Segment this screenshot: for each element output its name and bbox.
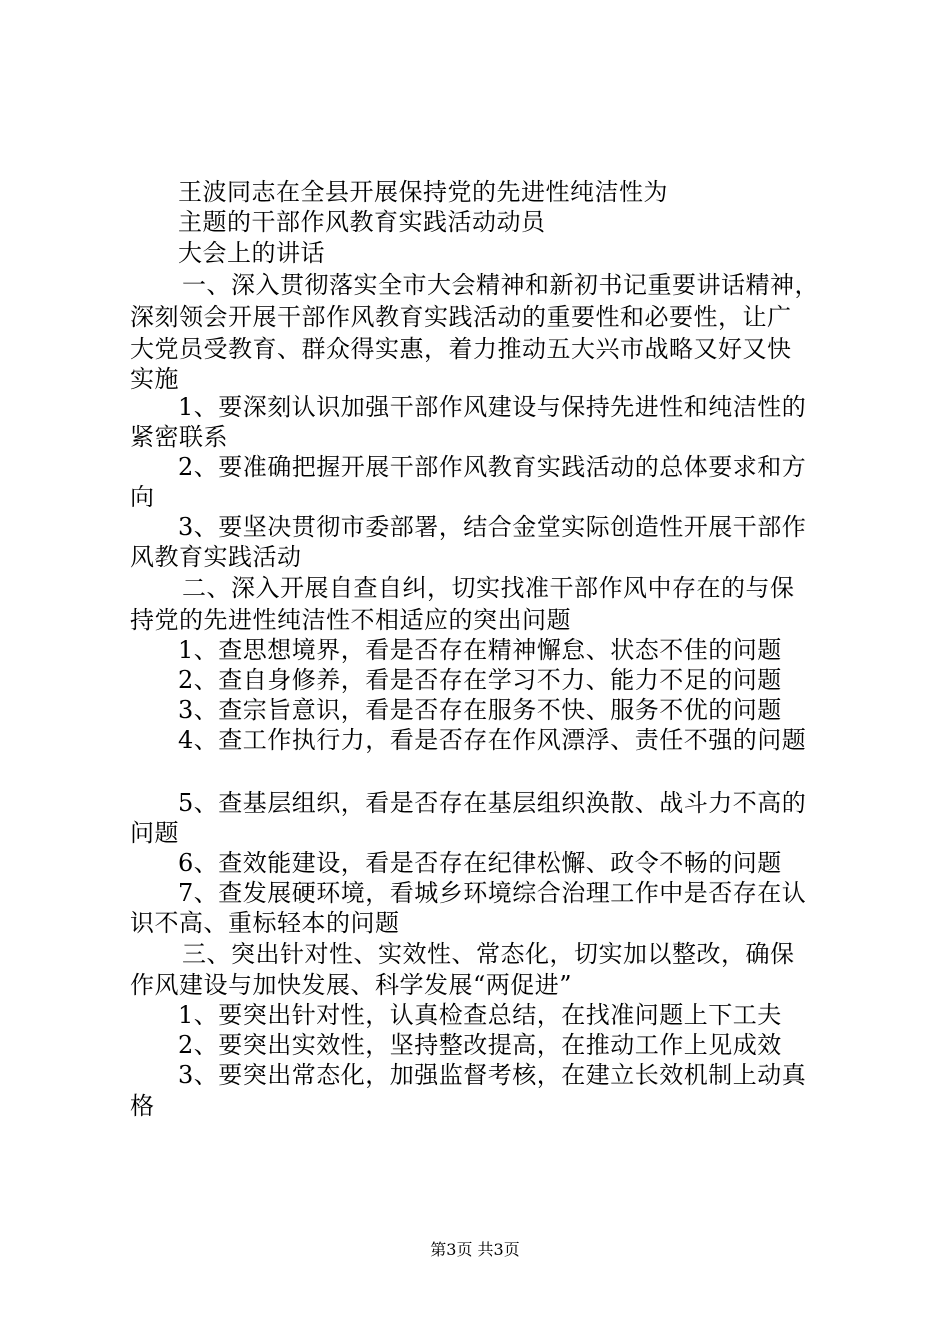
title-line-1: 王波同志在全县开展保持党的先进性纯洁性为 (178, 178, 668, 206)
item-1-3-line-1: 3、要坚决贯彻市委部署，结合金堂实际创造性开展干部作 (178, 513, 807, 541)
item-1-2-line-2: 向 (130, 483, 155, 511)
item-3-3-line-2: 格 (130, 1092, 155, 1120)
item-2-4: 4、查工作执行力，看是否存在作风漂浮、责任不强的问题 (178, 726, 807, 754)
item-2-7-line-2: 识不高、重标轻本的问题 (130, 909, 400, 937)
item-2-5-line-1: 5、查基层组织，看是否存在基层组织涣散、战斗力不高的 (178, 789, 807, 817)
section-heading-2-line-1: 二、深入开展自查自纠，切实找准干部作风中存在的与保 (182, 574, 795, 602)
item-3-2: 2、要突出实效性，坚持整改提高，在推动工作上见成效 (178, 1031, 782, 1059)
section-heading-1-line-3: 大党员受教育、群众得实惠，着力推动五大兴市战略又好又快 (130, 335, 792, 363)
section-heading-3-line-2: 作风建设与加快发展、科学发展“两促进” (130, 971, 573, 999)
page-number-footer: 第3页 共3页 (430, 1240, 520, 1259)
section-heading-1-line-2: 深刻领会开展干部作风教育实践活动的重要性和必要性，让广 (130, 303, 792, 331)
title-line-2: 主题的干部作风教育实践活动动员 (178, 208, 546, 236)
section-heading-2-line-2: 持党的先进性纯洁性不相适应的突出问题 (130, 606, 571, 634)
item-2-5-line-2: 问题 (130, 819, 179, 847)
item-1-1-line-2: 紧密联系 (130, 423, 228, 451)
item-3-1: 1、要突出针对性，认真检查总结，在找准问题上下工夫 (178, 1001, 782, 1029)
item-2-2: 2、查自身修养，看是否存在学习不力、能力不足的问题 (178, 666, 782, 694)
item-2-1: 1、查思想境界，看是否存在精神懈怠、状态不佳的问题 (178, 636, 782, 664)
item-2-3: 3、查宗旨意识，看是否存在服务不快、服务不优的问题 (178, 696, 782, 724)
section-heading-3-line-1: 三、突出针对性、实效性、常态化，切实加以整改，确保 (182, 940, 795, 968)
item-2-7-line-1: 7、查发展硬环境，看城乡环境综合治理工作中是否存在认 (178, 879, 807, 907)
item-1-2-line-1: 2、要准确把握开展干部作风教育实践活动的总体要求和方 (178, 453, 807, 481)
item-3-3-line-1: 3、要突出常态化，加强监督考核，在建立长效机制上动真 (178, 1061, 807, 1089)
section-heading-1-line-1: 一、深入贯彻落实全市大会精神和新初书记重要讲话精神， (182, 271, 819, 299)
title-line-3: 大会上的讲话 (178, 239, 325, 267)
section-heading-1-line-4: 实施 (130, 365, 179, 393)
item-1-3-line-2: 风教育实践活动 (130, 543, 302, 571)
item-2-6: 6、查效能建设，看是否存在纪律松懈、政令不畅的问题 (178, 849, 782, 877)
item-1-1-line-1: 1、要深刻认识加强干部作风建设与保持先进性和纯洁性的 (178, 393, 807, 421)
